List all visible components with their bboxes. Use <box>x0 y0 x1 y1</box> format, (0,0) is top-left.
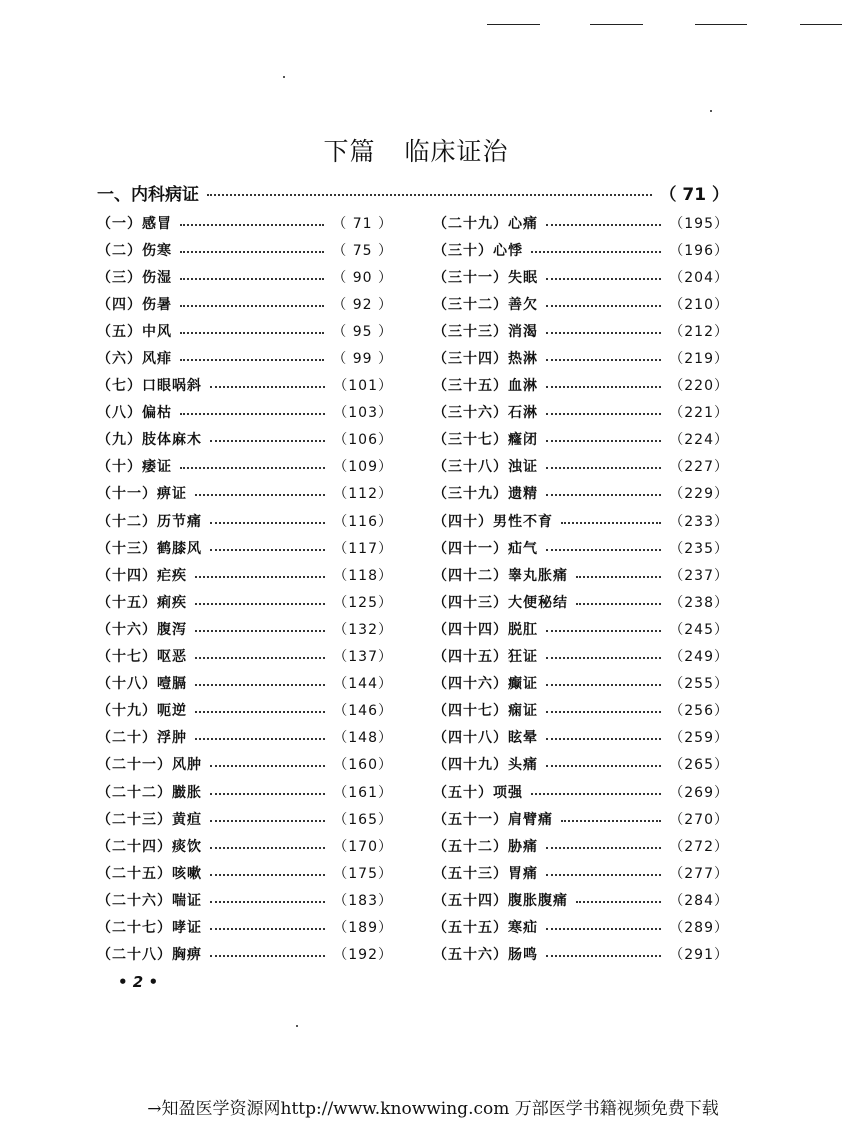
dot-leader <box>180 332 324 334</box>
entry-page: （ 92 ） <box>332 296 393 313</box>
dot-leader <box>546 549 661 551</box>
entry-page: （161） <box>333 784 393 801</box>
toc-entry[interactable] <box>97 317 393 344</box>
entry-label: （三十）心悸 <box>433 242 523 259</box>
entry-page: （229） <box>669 486 729 503</box>
entry-label: （二）伤寒 <box>97 242 172 259</box>
entry-page: （116） <box>333 513 393 530</box>
entry-label: （五十）项强 <box>433 784 523 801</box>
entry-label: （四十三）大便秘结 <box>433 594 568 611</box>
entry-label: （五十六）肠鸣 <box>433 947 538 964</box>
entry-label: （四十四）脱肛 <box>433 621 538 638</box>
toc-entry[interactable] <box>433 236 729 263</box>
toc-entry[interactable] <box>97 913 393 940</box>
entry-label: （四十一）疝气 <box>433 540 538 557</box>
dot-leader <box>180 278 324 280</box>
dot-leader <box>195 603 325 605</box>
dot-leader <box>546 359 661 361</box>
entry-label: （三十七）癃闭 <box>433 432 538 449</box>
entry-page: （183） <box>333 892 393 909</box>
entry-label: （五十三）胃痛 <box>433 865 538 882</box>
dot-leader <box>546 467 661 469</box>
entry-page: （237） <box>669 567 729 584</box>
entry-page: （204） <box>669 269 729 286</box>
entry-page: （144） <box>333 676 393 693</box>
entry-label: （四十六）癫证 <box>433 676 538 693</box>
entry-label: （二十六）喘证 <box>97 892 202 909</box>
toc-entry[interactable] <box>433 561 729 588</box>
entry-label: （四十八）眩晕 <box>433 730 538 747</box>
dot-leader <box>195 494 325 496</box>
entry-label: （四十七）痫证 <box>433 703 538 720</box>
dot-leader <box>210 820 325 822</box>
entry-label: （十九）呃逆 <box>97 703 187 720</box>
entry-page: （221） <box>669 405 729 422</box>
dot-leader <box>180 359 324 361</box>
dot-leader <box>195 738 325 740</box>
entry-page: （125） <box>333 594 393 611</box>
entry-page: （101） <box>333 378 393 395</box>
toc-entry[interactable] <box>97 805 393 832</box>
dot-leader <box>546 494 661 496</box>
entry-page: （289） <box>669 919 729 936</box>
entry-label: （二十四）痰饮 <box>97 838 202 855</box>
entry-label: （八）偏枯 <box>97 405 172 422</box>
dot-leader <box>210 874 325 876</box>
entry-page: （265） <box>669 757 729 774</box>
dot-leader <box>180 467 325 469</box>
entry-label: （十一）痹证 <box>97 486 187 503</box>
entry-page: （220） <box>669 378 729 395</box>
entry-label: （三十三）消渴 <box>433 323 538 340</box>
toc-entry[interactable] <box>97 751 393 778</box>
toc-entry[interactable] <box>433 209 729 236</box>
dot-leader <box>195 711 325 713</box>
entry-page: （235） <box>669 540 729 557</box>
section-heading[interactable] <box>97 180 729 205</box>
toc-entry[interactable] <box>97 832 393 859</box>
entry-page: （277） <box>669 865 729 882</box>
toc-entry[interactable] <box>433 453 729 480</box>
entry-label: （十四）疟疾 <box>97 567 187 584</box>
dot-leader <box>195 657 325 659</box>
toc-entry[interactable] <box>433 670 729 697</box>
toc-entry[interactable] <box>97 453 393 480</box>
entry-page: （245） <box>669 621 729 638</box>
dot-leader <box>561 820 661 822</box>
toc-entry[interactable] <box>433 697 729 724</box>
entry-page: （146） <box>333 703 393 720</box>
dot-leader <box>546 928 661 930</box>
scan-speck <box>283 76 285 78</box>
toc-entry[interactable] <box>433 588 729 615</box>
entry-label: （十二）历节痛 <box>97 513 202 530</box>
dot-leader <box>576 576 661 578</box>
toc-entry[interactable] <box>433 372 729 399</box>
entry-label: （五十二）胁痛 <box>433 838 538 855</box>
entry-label: （二十七）哮证 <box>97 919 202 936</box>
entry-label: （二十二）臌胀 <box>97 784 202 801</box>
entry-page: （255） <box>669 676 729 693</box>
entry-label: （五十五）寒疝 <box>433 919 538 936</box>
toc-entry[interactable] <box>97 778 393 805</box>
toc-entry[interactable] <box>433 724 729 751</box>
dot-leader <box>210 522 325 524</box>
entry-page: （165） <box>333 811 393 828</box>
dot-leader <box>546 874 661 876</box>
dot-leader <box>546 386 661 388</box>
entry-page: （249） <box>669 649 729 666</box>
toc-entry[interactable] <box>433 263 729 290</box>
entry-label: （三十一）失眠 <box>433 269 538 286</box>
entry-label: （九）肢体麻木 <box>97 432 202 449</box>
toc-entry[interactable] <box>433 399 729 426</box>
dot-leader <box>546 305 661 307</box>
toc-entry[interactable] <box>97 209 393 236</box>
entry-page: （192） <box>333 947 393 964</box>
entry-page: （195） <box>669 215 729 232</box>
section-page: （ 71 ） <box>659 185 729 205</box>
dot-leader <box>207 194 652 196</box>
toc-entry[interactable] <box>97 236 393 263</box>
dot-leader <box>195 684 325 686</box>
entry-page: （259） <box>669 730 729 747</box>
entry-label: （四十五）狂证 <box>433 649 538 666</box>
entry-label: （十七）呕恶 <box>97 649 187 666</box>
entry-label: （四）伤暑 <box>97 296 172 313</box>
toc-entry[interactable] <box>97 886 393 913</box>
entry-label: （三十九）遗精 <box>433 486 538 503</box>
entry-label: （三十八）浊证 <box>433 459 538 476</box>
entry-label: （四十）男性不育 <box>433 513 553 530</box>
entry-page: （227） <box>669 459 729 476</box>
toc-entry[interactable] <box>433 941 729 968</box>
dot-leader <box>210 440 325 442</box>
dot-leader <box>210 793 325 795</box>
dot-leader <box>195 630 325 632</box>
entry-label: （十）痿证 <box>97 459 172 476</box>
entry-label: （三十六）石淋 <box>433 405 538 422</box>
dot-leader <box>210 955 325 957</box>
entry-label: （五）中风 <box>97 323 172 340</box>
entry-page: （117） <box>333 540 393 557</box>
dot-leader <box>546 711 661 713</box>
dot-leader <box>546 332 661 334</box>
part-name: 临床证治 <box>404 137 509 166</box>
dot-leader <box>180 305 324 307</box>
toc-entry[interactable] <box>97 561 393 588</box>
toc-entry[interactable] <box>97 263 393 290</box>
entry-page: （ 71 ） <box>332 215 393 232</box>
entry-page: （269） <box>669 784 729 801</box>
dot-leader <box>195 576 325 578</box>
entry-label: （一）感冒 <box>97 215 172 232</box>
toc-entry[interactable] <box>433 832 729 859</box>
entry-page: （132） <box>333 621 393 638</box>
entry-label: （二十一）风肿 <box>97 757 202 774</box>
dot-leader <box>210 928 325 930</box>
entry-label: （三十五）血淋 <box>433 378 538 395</box>
dot-leader <box>210 386 325 388</box>
header-rule <box>487 24 540 25</box>
entry-page: （118） <box>333 567 393 584</box>
entry-page: （212） <box>669 323 729 340</box>
entry-page: （170） <box>333 838 393 855</box>
toc-entry[interactable] <box>433 859 729 886</box>
dot-leader <box>210 847 325 849</box>
toc-entry[interactable] <box>97 941 393 968</box>
section-label: 一、内科病证 <box>97 185 199 205</box>
entry-page: （ 99 ） <box>332 351 393 368</box>
toc-entry[interactable] <box>97 534 393 561</box>
dot-leader <box>546 684 661 686</box>
entry-page: （238） <box>669 594 729 611</box>
toc-entry[interactable] <box>97 507 393 534</box>
toc-entry[interactable] <box>433 344 729 371</box>
toc-entry[interactable] <box>433 615 729 642</box>
toc-entry[interactable] <box>97 426 393 453</box>
entry-page: （210） <box>669 296 729 313</box>
entry-page: （ 95 ） <box>332 323 393 340</box>
entry-label: （二十五）咳嗽 <box>97 865 202 882</box>
entry-label: （四十二）睾丸胀痛 <box>433 567 568 584</box>
scan-speck <box>296 1025 298 1027</box>
entry-page: （106） <box>333 432 393 449</box>
dot-leader <box>546 738 661 740</box>
entry-label: （二十八）胸痹 <box>97 947 202 964</box>
toc-entry[interactable] <box>97 372 393 399</box>
toc-entry[interactable] <box>433 886 729 913</box>
entry-label: （十三）鹤膝风 <box>97 540 202 557</box>
dot-leader <box>546 955 661 957</box>
toc-left-column <box>97 209 393 968</box>
entry-label: （十五）痢疾 <box>97 594 187 611</box>
entry-page: （224） <box>669 432 729 449</box>
part-label: 下篇 <box>323 137 376 166</box>
entry-label: （二十九）心痛 <box>433 215 538 232</box>
toc-entry[interactable] <box>97 344 393 371</box>
toc-entry[interactable] <box>97 859 393 886</box>
toc-entry[interactable] <box>97 615 393 642</box>
toc-entry[interactable] <box>97 290 393 317</box>
entry-label: （五十四）腹胀腹痛 <box>433 892 568 909</box>
dot-leader <box>546 657 661 659</box>
dot-leader <box>546 765 661 767</box>
entry-page: （160） <box>333 757 393 774</box>
dot-leader <box>576 901 661 903</box>
entry-label: （六）风痱 <box>97 351 172 368</box>
entry-label: （三十四）热淋 <box>433 351 538 368</box>
page-title <box>0 132 832 168</box>
toc-entry[interactable] <box>433 805 729 832</box>
toc-entry[interactable] <box>97 588 393 615</box>
page-number: • 2 • <box>118 973 159 991</box>
dot-leader <box>561 522 661 524</box>
header-rule <box>800 24 842 25</box>
toc-entry[interactable] <box>433 534 729 561</box>
entry-page: （284） <box>669 892 729 909</box>
toc-entry[interactable] <box>433 426 729 453</box>
entry-page: （148） <box>333 730 393 747</box>
entry-page: （272） <box>669 838 729 855</box>
toc-right-column <box>433 209 729 968</box>
dot-leader <box>546 224 661 226</box>
header-rule <box>695 24 747 25</box>
dot-leader <box>210 549 325 551</box>
entry-page: （291） <box>669 947 729 964</box>
dot-leader <box>210 765 325 767</box>
scan-speck <box>710 110 712 112</box>
dot-leader <box>546 413 661 415</box>
entry-page: （175） <box>333 865 393 882</box>
dot-leader <box>531 793 661 795</box>
dot-leader <box>531 251 661 253</box>
toc-entry[interactable] <box>433 643 729 670</box>
dot-leader <box>180 224 324 226</box>
toc-entry[interactable] <box>433 480 729 507</box>
toc-entry[interactable] <box>433 778 729 805</box>
dot-leader <box>546 440 661 442</box>
toc-entry[interactable] <box>433 751 729 778</box>
entry-label: （二十三）黄疸 <box>97 811 202 828</box>
toc-entry[interactable] <box>433 913 729 940</box>
toc-entry[interactable] <box>97 643 393 670</box>
entry-page: （ 75 ） <box>332 242 393 259</box>
dot-leader <box>546 847 661 849</box>
dot-leader <box>210 901 325 903</box>
entry-label: （二十）浮肿 <box>97 730 187 747</box>
entry-label: （四十九）头痛 <box>433 757 538 774</box>
entry-page: （233） <box>669 513 729 530</box>
entry-page: （112） <box>333 486 393 503</box>
dot-leader <box>576 603 661 605</box>
toc-entry[interactable] <box>97 724 393 751</box>
dot-leader <box>546 630 661 632</box>
toc-entry[interactable] <box>97 697 393 724</box>
dot-leader <box>546 278 661 280</box>
header-rule <box>590 24 643 25</box>
toc-entry[interactable] <box>97 480 393 507</box>
entry-page: （196） <box>669 242 729 259</box>
entry-page: （103） <box>333 405 393 422</box>
entry-page: （189） <box>333 919 393 936</box>
toc-entry[interactable] <box>433 317 729 344</box>
entry-label: （五十一）肩臂痛 <box>433 811 553 828</box>
dot-leader <box>180 251 324 253</box>
toc-entry[interactable] <box>433 507 729 534</box>
footer-watermark: →知盈医学资源网http://www.knowwing.com 万部医学书籍视频免费下载 <box>147 1099 719 1119</box>
entry-label: （三十二）善欠 <box>433 296 538 313</box>
toc-entry[interactable] <box>433 290 729 317</box>
entry-page: （137） <box>333 649 393 666</box>
entry-page: （256） <box>669 703 729 720</box>
entry-page: （270） <box>669 811 729 828</box>
entry-page: （219） <box>669 351 729 368</box>
entry-label: （三）伤湿 <box>97 269 172 286</box>
entry-page: （109） <box>333 459 393 476</box>
toc-entry[interactable] <box>97 399 393 426</box>
entry-page: （ 90 ） <box>332 269 393 286</box>
entry-label: （十八）噎膈 <box>97 676 187 693</box>
dot-leader <box>180 413 325 415</box>
entry-label: （十六）腹泻 <box>97 621 187 638</box>
toc-entry[interactable] <box>97 670 393 697</box>
entry-label: （七）口眼㖞斜 <box>97 378 202 395</box>
